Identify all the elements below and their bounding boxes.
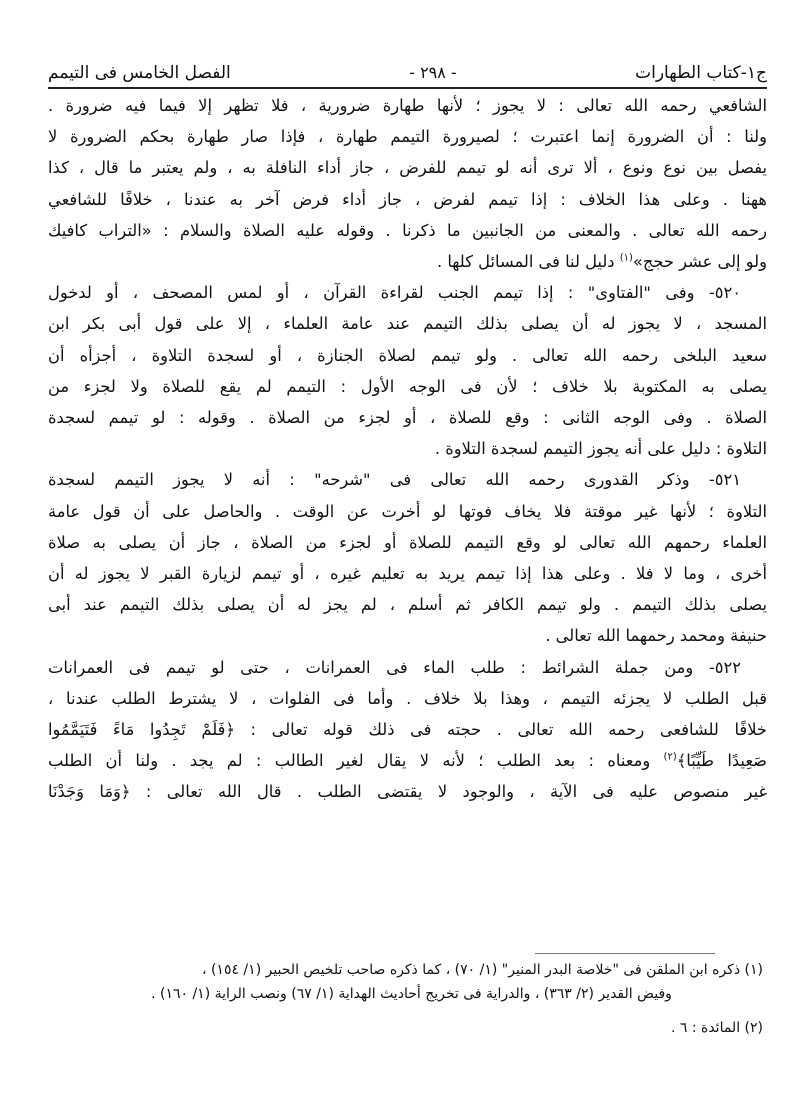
text-line: الشافعي رحمه الله تعالى : لا يجوز ؛ لأنها طهارة ضرورية ، فلا تظهر إلا فيما فيه ضرورة . bbox=[48, 96, 767, 115]
text-fragment: دليل لنا فى المسائل كلها . bbox=[436, 252, 620, 272]
footnote-1: (١) ذكره ابن الملقن فى "خلاصة البدر المنير" (١/ ٧٠) ، كما ذكره صاحب تلخيص الحبير (١/ ١٥٤) ، bbox=[201, 962, 763, 978]
paragraph-521-start: ٥٢١- وذكر القدورى رحمه الله تعالى فى "شرحه" : أنه لا يجوز التيمم لسجدة bbox=[48, 470, 741, 490]
text-line: رحمه الله تعالى . والمعنى من الجانبين ما ذكرنا . وقوله عليه الصلاة والسلام : «التراب كافيك bbox=[48, 220, 767, 240]
paragraph-522-start: ٥٢٢- ومن جملة الشرائط : طلب الماء فى العمرانات ، حتى لو تيمم فى العمرانات bbox=[48, 657, 741, 677]
footnote-2: (٢) المائدة : ٦ . bbox=[670, 1020, 763, 1036]
text-line: ههنا . وعلى هذا الخلاف : إذا تيمم لفرض ، جاز أداء فرض آخر به عندنا ، خلافًا للشافعي bbox=[48, 189, 767, 209]
page-number: - ٢٩٨ - bbox=[409, 63, 457, 82]
text-line: ولنا : أن الضرورة إنما اعتبرت ؛ لصيرورة التيمم طهارة ، فإذا صار طهارة بحكم الضرورة لا bbox=[48, 127, 767, 147]
text-line: خلافًا للشافعى رحمه الله تعالى . حجته فى ذلك قوله تعالى : ﴿فَلَمْ تَجِدُوا مَاءً فَتَيَمَّمُوا bbox=[48, 720, 767, 740]
quran-verse: صَعِيدًا طَيِّبًا﴾ bbox=[676, 751, 767, 771]
text-line: الصلاة . وفى الوجه الثانى : وقع للصلاة ، أو لجزء من الصلاة . وقوله : لو تيمم لسجدة bbox=[48, 408, 767, 428]
running-header bbox=[48, 56, 767, 89]
hadith-quote: ولو إلى عشر حجج» bbox=[632, 252, 767, 272]
header-book-title: ج١-كتاب الطهارات bbox=[635, 63, 767, 83]
text-line: أخرى ، وما لا فلا . وعلى هذا إذا تيمم يريد به تعليم غيره ، أو تيمم لزيارة القبر لا يجوز له أن bbox=[48, 564, 767, 584]
footnote-ref-2[interactable]: (٢) bbox=[663, 751, 677, 763]
text-line: غير منصوص عليه فى الآية ، والوجود لا يقتضى الطلب . قال الله تعالى : ﴿وَمَا وَجَدْنَا bbox=[48, 782, 767, 802]
text-line: التلاوة : دليل على أنه يجوز التيمم لسجدة التلاوة . bbox=[434, 439, 767, 459]
text-line: المسجد ، لا يجوز له أن يصلى بذلك التيمم عند عامة العلماء ، إلا على قول أبى بكر ابن bbox=[48, 314, 767, 334]
footnote-ref-1[interactable]: (١) bbox=[619, 252, 633, 264]
paragraph-520-start: ٥٢٠- وفى "الفتاوى" : إذا تيمم الجنب لقراءة القرآن ، أو لمس المصحف ، أو لدخول bbox=[48, 283, 741, 303]
text-line: حنيفة ومحمد رحمهما الله تعالى . bbox=[545, 626, 767, 646]
text-line: يفصل بين نوع ونوع ، ألا ترى أنه لو تيمم للفرض ، جاز أداء النافلة به ، ولم يعتبر ما قال ، كذا bbox=[48, 158, 767, 178]
header-chapter-title: الفصل الخامس فى التيمم bbox=[48, 63, 231, 83]
text-fragment: ومعناه : بعد الطلب ؛ لأنه لا يقال لغير الطالب : لم يجد . ولنا أن الطلب bbox=[48, 751, 664, 771]
text-line bbox=[48, 246, 767, 277]
text-line: العلماء رحمهم الله تعالى لو وقع التيمم للصلاة أو لجزء من الصلاة ، جاز أن يصلى به صلاة bbox=[48, 532, 767, 552]
text-line: يصلى به المكتوبة بلا خلاف ؛ لأن فى الوجه الأول : التيمم لم يقع للصلاة ولا لجزء من bbox=[48, 376, 767, 396]
text-line: يصلى بذلك التيمم . ولو تيمم الكافر ثم أسلم ، لم يجز له أن يصلى بذلك التيمم عند أبى bbox=[48, 595, 767, 615]
footnote-separator bbox=[535, 953, 715, 954]
text-line: سعيد البلخى رحمه الله تعالى . ولو تيمم لصلاة الجنازة ، أو لسجدة التلاوة ، أجزأه أن bbox=[48, 345, 767, 365]
text-line: التلاوة ؛ لأنها غير موقتة فلا يخاف فوتها لو أخرت عن الوقت . والحاصل على أن قول عامة bbox=[48, 501, 767, 521]
footnote-1-continued: وفيض القدير (٢/ ٣٦٣) ، والدراية فى تخريج أحاديث الهداية (١/ ٦٧) ونصب الراية (١/ ١٦٠) . bbox=[151, 986, 672, 1002]
main-text bbox=[48, 90, 767, 808]
text-line bbox=[48, 745, 767, 776]
text-line: قبل الطلب لا يجزئه التيمم ، وهذا بلا خلاف . وأما فى الفلوات ، لا يشترط الطلب عندنا ، bbox=[48, 688, 767, 708]
footnotes bbox=[60, 958, 763, 1040]
